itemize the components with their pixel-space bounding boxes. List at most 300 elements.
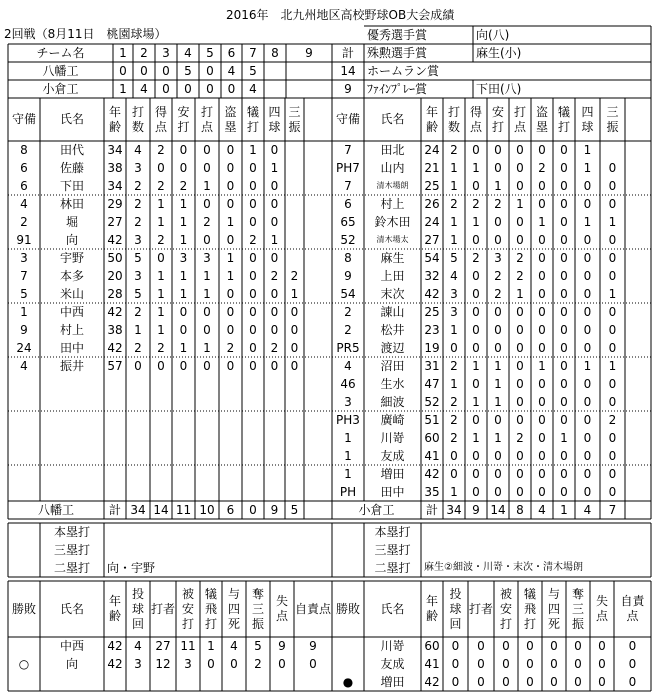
batting-stat: 54 xyxy=(340,287,356,301)
batting-stat: 1 xyxy=(560,431,568,445)
away-total: 1 xyxy=(560,503,568,517)
batting-stat: 0 xyxy=(608,305,617,319)
batting-stat: 42 xyxy=(107,305,123,319)
home-total: 34 xyxy=(130,503,146,517)
batting-stat: 0 xyxy=(249,215,257,229)
pitching-stat: 0 xyxy=(451,675,460,689)
pitching-header: 投球回 xyxy=(131,586,144,631)
away-total: 4 xyxy=(538,503,546,517)
pitching-header: 自責点 xyxy=(295,601,331,616)
home-total: 14 xyxy=(153,503,169,517)
pitching-header: 投球回 xyxy=(449,586,462,631)
batting-stat: 0 xyxy=(290,359,299,373)
batting-stat: 27 xyxy=(424,233,440,247)
home-total: 9 xyxy=(270,503,279,517)
away-total: 34 xyxy=(446,503,462,517)
batting-stat: 0 xyxy=(290,305,299,319)
pitching-header: 打者 xyxy=(151,601,175,616)
batting-stat: 0 xyxy=(226,161,235,175)
pitching-header: 氏名 xyxy=(380,601,405,616)
batting-stat: 1 xyxy=(344,431,352,445)
pitching-stat: 0 xyxy=(309,657,317,671)
batting-stat: 1 xyxy=(538,215,546,229)
player-name: 渡辺 xyxy=(380,341,405,355)
batting-stat: 0 xyxy=(203,161,211,175)
batting-stat: 0 xyxy=(560,197,568,211)
pitching-stat: 0 xyxy=(526,657,534,671)
batting-stat: 1 xyxy=(583,161,592,175)
batting-stat: 1 xyxy=(450,377,458,391)
batting-stat: 0 xyxy=(608,233,617,247)
batting-stat: 0 xyxy=(516,359,524,373)
batting-stat: 0 xyxy=(472,269,480,283)
batting-header: 盗塁 xyxy=(535,104,548,134)
batting-stat: 24 xyxy=(16,341,32,355)
batting-stat: 0 xyxy=(472,485,480,499)
batting-header: 氏名 xyxy=(380,112,405,126)
away-total: 9 xyxy=(472,503,480,517)
batting-stat: 0 xyxy=(516,485,524,499)
batting-stat: 0 xyxy=(583,179,592,193)
batting-stat: PH7 xyxy=(336,161,360,175)
pitching-stat: 0 xyxy=(207,657,215,671)
pitching-stat: 60 xyxy=(424,639,440,653)
batting-stat: 0 xyxy=(538,143,546,157)
batting-stat: 2 xyxy=(472,197,480,211)
pitching-stat: 0 xyxy=(278,657,286,671)
batting-stat: 35 xyxy=(424,485,440,499)
pitching-stat: 0 xyxy=(502,675,510,689)
batting-stat: 0 xyxy=(249,323,257,337)
batting-stat: 0 xyxy=(472,341,480,355)
batting-stat: 3 xyxy=(134,269,142,283)
batting-stat: 2 xyxy=(538,161,546,175)
player-name: 友成 xyxy=(380,449,405,463)
batting-stat: 1 xyxy=(472,215,480,229)
win-loss-mark: ● xyxy=(342,675,354,689)
batting-stat: 0 xyxy=(583,431,592,445)
pitching-stat: 0 xyxy=(526,639,534,653)
batting-stat: 0 xyxy=(583,197,592,211)
batting-stat: 1 xyxy=(583,143,592,157)
batting-stat: 0 xyxy=(157,359,165,373)
batting-stat: 0 xyxy=(472,233,480,247)
batting-stat: 9 xyxy=(344,269,352,283)
pitching-header: 打者 xyxy=(469,601,493,616)
batting-stat: 2 xyxy=(344,305,352,319)
batting-stat: 57 xyxy=(107,359,123,373)
batting-stat: 1 xyxy=(157,215,165,229)
batting-header: 打数 xyxy=(447,104,460,134)
batting-stat: 0 xyxy=(560,305,568,319)
player-name: 増田 xyxy=(380,467,405,481)
batting-stat: 2 xyxy=(134,197,142,211)
inning-score xyxy=(265,62,285,80)
pitching-stat: 3 xyxy=(134,657,142,671)
batting-stat: 1 xyxy=(179,341,188,355)
batting-stat: PR5 xyxy=(336,341,360,355)
batting-stat: 0 xyxy=(249,161,257,175)
player-name: 宇野 xyxy=(59,251,84,265)
award-value: 麻生(小) xyxy=(476,46,522,60)
inning-header: 7 xyxy=(249,46,257,60)
batting-stat: 1 xyxy=(134,323,142,337)
batting-header: 年齢 xyxy=(108,104,121,134)
batting-stat: 0 xyxy=(516,413,524,427)
batting-stat: 1 xyxy=(270,161,279,175)
pitching-stat: 0 xyxy=(502,657,510,671)
page-title: 2016年 北九州地区高校野球OB大会成績 xyxy=(226,8,455,22)
batting-stat: 0 xyxy=(494,305,502,319)
award-label: ﾌｧｲﾝﾌﾟﾚｰ賞 xyxy=(367,82,428,96)
inning-header: 4 xyxy=(184,46,192,60)
batting-stat: 1 xyxy=(157,287,165,301)
batting-stat: 2 xyxy=(270,269,279,283)
batting-stat: 0 xyxy=(538,287,546,301)
batting-stat: 2 xyxy=(494,269,502,283)
batting-stat: 31 xyxy=(424,359,440,373)
player-name: 清木場太 xyxy=(376,235,409,244)
batting-stat: 0 xyxy=(494,161,502,175)
inning-header: 9 xyxy=(305,46,313,60)
batting-stat: 0 xyxy=(249,251,257,265)
batting-stat: 1 xyxy=(450,161,458,175)
batting-header: 四球 xyxy=(268,104,281,134)
batting-stat: 0 xyxy=(538,413,546,427)
award-label: 優秀選手賞 xyxy=(367,28,428,42)
batting-stat: 3 xyxy=(450,305,458,319)
batting-stat: 2 xyxy=(270,341,279,355)
batting-header: 犠打 xyxy=(557,104,570,134)
batting-stat: 0 xyxy=(203,197,211,211)
batting-stat: 0 xyxy=(583,395,592,409)
extra-hit-home xyxy=(107,541,331,559)
batting-stat: 0 xyxy=(560,179,568,193)
batting-stat: 0 xyxy=(538,485,546,499)
player-name: 廣崎 xyxy=(380,413,405,427)
batting-stat: 0 xyxy=(538,197,546,211)
inning-header: 3 xyxy=(162,46,170,60)
batting-stat: 23 xyxy=(424,323,440,337)
pitching-stat: 9 xyxy=(278,639,286,653)
pitcher-name: 川嵜 xyxy=(380,639,405,653)
batting-stat: 0 xyxy=(538,179,546,193)
batting-stat: 0 xyxy=(560,341,568,355)
batting-header: 守備 xyxy=(11,112,36,126)
batting-stat: 0 xyxy=(179,359,188,373)
batting-stat: 1 xyxy=(516,287,524,301)
pitching-stat: 0 xyxy=(574,657,582,671)
win-loss-mark xyxy=(333,637,363,655)
batting-stat: 0 xyxy=(560,449,568,463)
batting-stat: 0 xyxy=(226,287,235,301)
batting-stat: 1 xyxy=(583,215,592,229)
batting-stat: 0 xyxy=(157,251,165,265)
batting-stat: 1 xyxy=(472,395,480,409)
home-total: 10 xyxy=(199,503,215,517)
player-name: 清木場朗 xyxy=(376,181,409,190)
player-name: 堀 xyxy=(65,215,78,229)
inning-score: 1 xyxy=(119,82,127,96)
batting-stat: 0 xyxy=(538,395,546,409)
batting-stat: 1 xyxy=(450,215,458,229)
batting-stat: 0 xyxy=(270,179,279,193)
batting-stat: 34 xyxy=(107,143,123,157)
batting-stat: 65 xyxy=(340,215,356,229)
pitching-stat: 3 xyxy=(184,657,192,671)
batting-stat: 0 xyxy=(583,377,592,391)
extra-hit-label: 二塁打 xyxy=(374,561,411,575)
pitching-header: 失点 xyxy=(275,594,288,623)
pitching-header: 失点 xyxy=(595,594,608,623)
pitching-header: 自責点 xyxy=(620,594,645,623)
batting-stat: 1 xyxy=(203,341,211,355)
inning-header: 6 xyxy=(227,46,236,60)
batting-stat: 0 xyxy=(494,341,502,355)
batting-stat: 38 xyxy=(107,161,123,175)
batting-stat: 2 xyxy=(134,305,142,319)
batting-stat: 0 xyxy=(472,305,480,319)
batting-stat: 0 xyxy=(472,323,480,337)
batting-stat: 0 xyxy=(583,413,592,427)
batting-stat: 0 xyxy=(203,359,211,373)
batting-stat: 2 xyxy=(450,395,458,409)
batting-stat: 1 xyxy=(450,485,458,499)
batting-stat: 29 xyxy=(107,197,123,211)
batting-stat: 3 xyxy=(344,395,352,409)
inning-score xyxy=(287,80,331,98)
batting-stat: 0 xyxy=(226,359,235,373)
batting-stat: 0 xyxy=(203,305,211,319)
batting-stat: 0 xyxy=(560,269,568,283)
inning-score: 4 xyxy=(249,82,257,96)
batting-stat: 4 xyxy=(20,359,28,373)
batting-stat: 0 xyxy=(560,161,568,175)
batting-header: 年齢 xyxy=(425,104,438,134)
batting-stat: 0 xyxy=(472,449,480,463)
batting-stat: 25 xyxy=(424,305,440,319)
batting-stat: 4 xyxy=(344,359,352,373)
batting-stat: 0 xyxy=(608,251,617,265)
batting-header: 三振 xyxy=(606,104,619,134)
batting-stat: 0 xyxy=(538,269,546,283)
pitching-stat: 0 xyxy=(451,639,460,653)
player-name: 振井 xyxy=(59,359,84,373)
batting-stat: 1 xyxy=(203,179,211,193)
pitching-stat: 0 xyxy=(477,639,485,653)
pitcher-name: 中西 xyxy=(59,639,84,653)
batting-stat: 0 xyxy=(560,467,568,481)
batting-stat: 0 xyxy=(538,341,546,355)
extra-hit-away xyxy=(424,523,650,541)
batting-stat: 2 xyxy=(134,179,142,193)
inning-score: 5 xyxy=(249,64,257,78)
pitching-header: 勝敗 xyxy=(11,601,36,616)
batting-stat: 0 xyxy=(608,197,617,211)
batting-stat: 0 xyxy=(270,359,279,373)
linescore-team-name: 小倉工 xyxy=(42,82,79,96)
total-label: 計 xyxy=(108,503,121,517)
batting-stat: 52 xyxy=(340,233,356,247)
pitching-stat: 0 xyxy=(574,639,582,653)
batting-stat: 1 xyxy=(494,431,502,445)
batting-stat: 6 xyxy=(344,197,352,211)
batting-stat: 0 xyxy=(516,161,524,175)
batting-stat: 0 xyxy=(494,467,502,481)
batting-stat: 1 xyxy=(249,143,257,157)
pitching-stat: 11 xyxy=(180,639,196,653)
batting-stat: 0 xyxy=(179,143,188,157)
batting-stat: 1 xyxy=(450,233,458,247)
pitching-header: 年齢 xyxy=(425,594,438,623)
batting-header: 安打 xyxy=(177,104,190,134)
award-label: 殊勲選手賞 xyxy=(367,46,428,60)
batting-stat: 1 xyxy=(583,359,592,373)
player-name: 上田 xyxy=(380,269,405,283)
player-name: 本多 xyxy=(59,269,84,283)
batting-stat: 1 xyxy=(290,287,299,301)
batting-stat: 0 xyxy=(290,323,299,337)
batting-stat: 1 xyxy=(157,197,165,211)
batting-stat: 1 xyxy=(494,179,502,193)
player-name: 田中 xyxy=(59,341,84,355)
player-name: 田代 xyxy=(59,143,84,157)
pitching-stat: 0 xyxy=(477,657,485,671)
batting-stat: 3 xyxy=(134,233,142,247)
inning-score: 5 xyxy=(184,64,192,78)
batting-stat: 0 xyxy=(560,395,568,409)
batting-stat: 24 xyxy=(424,143,440,157)
pitching-stat: 0 xyxy=(628,657,637,671)
pitching-stat: 0 xyxy=(451,657,460,671)
batting-header: 氏名 xyxy=(59,112,84,126)
batting-stat: 5 xyxy=(134,251,142,265)
batting-stat: 1 xyxy=(226,251,235,265)
pitching-stat: 0 xyxy=(477,675,485,689)
batting-stat: 0 xyxy=(226,233,235,247)
batting-stat: 2 xyxy=(20,215,28,229)
batting-stat: 42 xyxy=(107,233,123,247)
batting-stat: 0 xyxy=(450,449,458,463)
home-total: 0 xyxy=(249,503,257,517)
batting-stat: 0 xyxy=(249,197,257,211)
pitching-stat: 0 xyxy=(598,639,606,653)
batting-stat: 0 xyxy=(226,179,235,193)
batting-stat: 0 xyxy=(583,233,592,247)
player-name: 佐藤 xyxy=(59,161,84,175)
batting-stat: 0 xyxy=(608,323,617,337)
batting-stat: 2 xyxy=(134,215,142,229)
batting-stat: 1 xyxy=(20,305,28,319)
batting-stat: 0 xyxy=(472,467,480,481)
batting-stat: 2 xyxy=(450,431,458,445)
batting-stat: 1 xyxy=(270,233,279,247)
batting-header: 盗塁 xyxy=(224,104,237,134)
batting-stat: 54 xyxy=(424,251,440,265)
batting-stat: 51 xyxy=(424,413,440,427)
batting-stat: 0 xyxy=(179,305,188,319)
batting-stat: 2 xyxy=(494,287,502,301)
batting-stat: 0 xyxy=(134,359,142,373)
batting-stat: 0 xyxy=(583,305,592,319)
batting-stat: 2 xyxy=(494,197,502,211)
pitching-stat: 0 xyxy=(628,639,637,653)
batting-stat: 1 xyxy=(450,179,458,193)
batting-stat: 0 xyxy=(494,233,502,247)
extra-hit-label: 本塁打 xyxy=(53,525,90,539)
batting-stat: 2 xyxy=(344,323,352,337)
inning-score: 0 xyxy=(140,64,148,78)
batting-stat: 0 xyxy=(179,161,188,175)
batting-stat: 0 xyxy=(203,323,211,337)
batting-stat: 0 xyxy=(583,287,592,301)
pitcher-name: 増田 xyxy=(380,675,405,689)
batting-stat: 0 xyxy=(560,413,568,427)
batting-stat: 1 xyxy=(608,215,617,229)
pitching-stat: 0 xyxy=(550,675,558,689)
inning-header: 5 xyxy=(206,46,214,60)
pitching-header: 被安打 xyxy=(181,586,194,631)
batting-stat: 1 xyxy=(226,215,235,229)
inning-score: 0 xyxy=(119,64,127,78)
batting-stat: 1 xyxy=(494,395,502,409)
batting-stat: 0 xyxy=(472,179,480,193)
batting-stat: PH xyxy=(339,485,357,499)
batting-stat: 0 xyxy=(538,431,546,445)
batting-stat: 2 xyxy=(157,233,165,247)
player-name: 田中 xyxy=(380,485,405,499)
pitching-stat: 0 xyxy=(598,675,606,689)
inning-score xyxy=(287,62,331,80)
win-loss-mark xyxy=(333,655,363,673)
award-value xyxy=(476,62,650,80)
extra-hit-label: 二塁打 xyxy=(53,561,90,575)
pitching-header: 氏名 xyxy=(59,601,84,616)
pitching-stat: 0 xyxy=(230,657,238,671)
batting-stat: 24 xyxy=(424,215,440,229)
batting-header: 守備 xyxy=(335,112,360,126)
batting-stat: 0 xyxy=(270,197,279,211)
batting-header: 犠打 xyxy=(246,104,259,134)
award-value: 向(八) xyxy=(476,28,510,42)
batting-stat: 0 xyxy=(516,377,524,391)
batting-stat: 0 xyxy=(583,323,592,337)
batting-stat: 8 xyxy=(344,251,352,265)
batting-stat: 0 xyxy=(203,233,211,247)
extra-hit-label: 三塁打 xyxy=(53,543,90,557)
batting-stat: 5 xyxy=(134,287,142,301)
player-name: 川嵜 xyxy=(380,431,405,445)
batting-stat: 0 xyxy=(249,305,257,319)
player-name: 山内 xyxy=(380,161,405,175)
batting-stat: 2 xyxy=(516,251,524,265)
pitching-stat: 0 xyxy=(550,639,558,653)
award-label: ホームラン賞 xyxy=(367,64,440,78)
batting-stat: 32 xyxy=(424,269,440,283)
batting-stat: 1 xyxy=(608,359,617,373)
batting-stat: 7 xyxy=(344,179,352,193)
batting-stat: 5 xyxy=(450,251,458,265)
batting-stat: 26 xyxy=(424,197,440,211)
batting-stat: 1 xyxy=(516,197,524,211)
batting-header: 得点 xyxy=(469,104,482,134)
batting-stat: 0 xyxy=(608,467,617,481)
batting-stat: 0 xyxy=(516,449,524,463)
batting-stat: 27 xyxy=(107,215,123,229)
inning-score: 0 xyxy=(227,82,236,96)
batting-stat: 0 xyxy=(608,179,617,193)
batting-stat: 0 xyxy=(494,215,502,229)
